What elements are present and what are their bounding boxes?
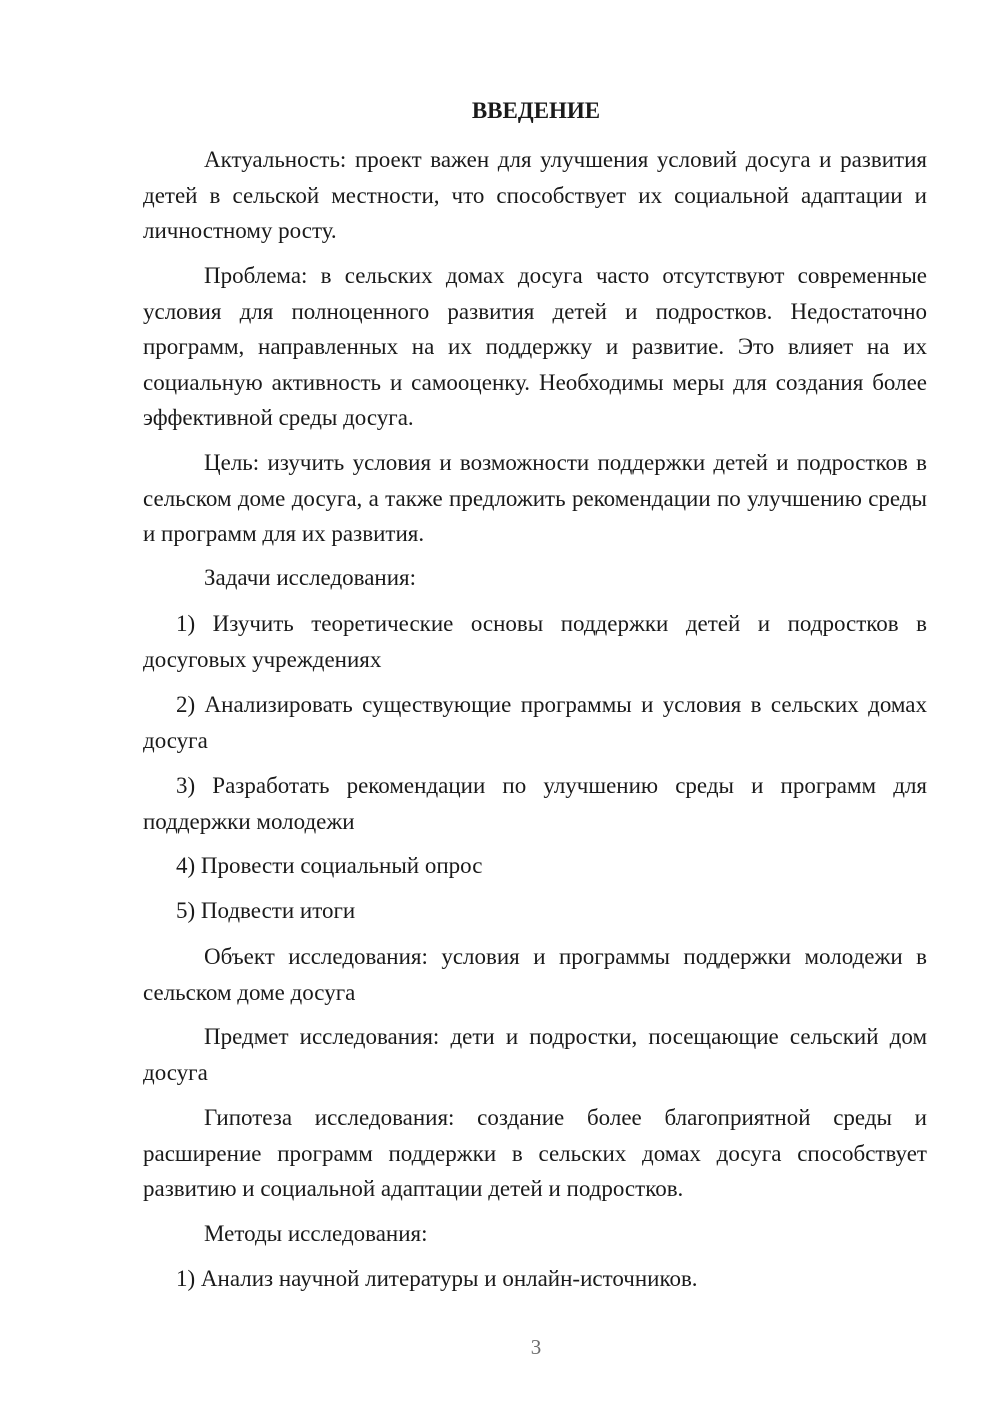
hypothesis-paragraph: Гипотеза исследования: создание более благоприятной среды и расширение программ поддержки в сельских домах досуга способствует развитию и социальной адаптации детей и подростков.	[143, 1105, 927, 1201]
task-item-1: 1) Изучить теоретические основы поддержки детей и подростков в досуговых учреждениях	[143, 611, 927, 672]
task-item-2: 2) Анализировать существующие программы и условия в сельских домах досуга	[143, 692, 927, 753]
tasks-heading: Задачи исследования:	[204, 565, 417, 590]
problem-paragraph: Проблема: в сельских домах досуга часто отсутствуют современные условия для полноценного развития детей и подростков. Недостаточно программ, направленных на их поддержку и развитие. Это влияет на их социальную активность и самооценку. Необходимы меры для создания более эффективной среды досуга.	[143, 263, 927, 430]
methods-heading: Методы исследования:	[204, 1221, 428, 1246]
object-paragraph: Объект исследования: условия и программы поддержки молодежи в сельском доме досуга	[143, 944, 927, 1005]
subject-paragraph: Предмет исследования: дети и подростки, посещающие сельский дом досуга	[143, 1024, 927, 1085]
section-title: ВВЕДЕНИЕ	[471, 98, 601, 123]
relevance-paragraph: Актуальность: проект важен для улучшения условий досуга и развития детей в сельской местности, что способствует их социальной адаптации и личностному росту.	[143, 147, 927, 243]
method-item-1: 1) Анализ научной литературы и онлайн-источников.	[176, 1266, 698, 1291]
task-item-5: 5) Подвести итоги	[176, 898, 356, 923]
task-item-3: 3) Разработать рекомендации по улучшению среды и программ для поддержки молодежи	[143, 773, 927, 834]
page-number: 3	[530, 1335, 542, 1359]
goal-paragraph: Цель: изучить условия и возможности поддержки детей и подростков в сельском доме досуга, а также предложить рекомендации по улучшению среды и программ для их развития.	[143, 450, 927, 546]
task-item-4: 4) Провести социальный опрос	[176, 853, 483, 878]
